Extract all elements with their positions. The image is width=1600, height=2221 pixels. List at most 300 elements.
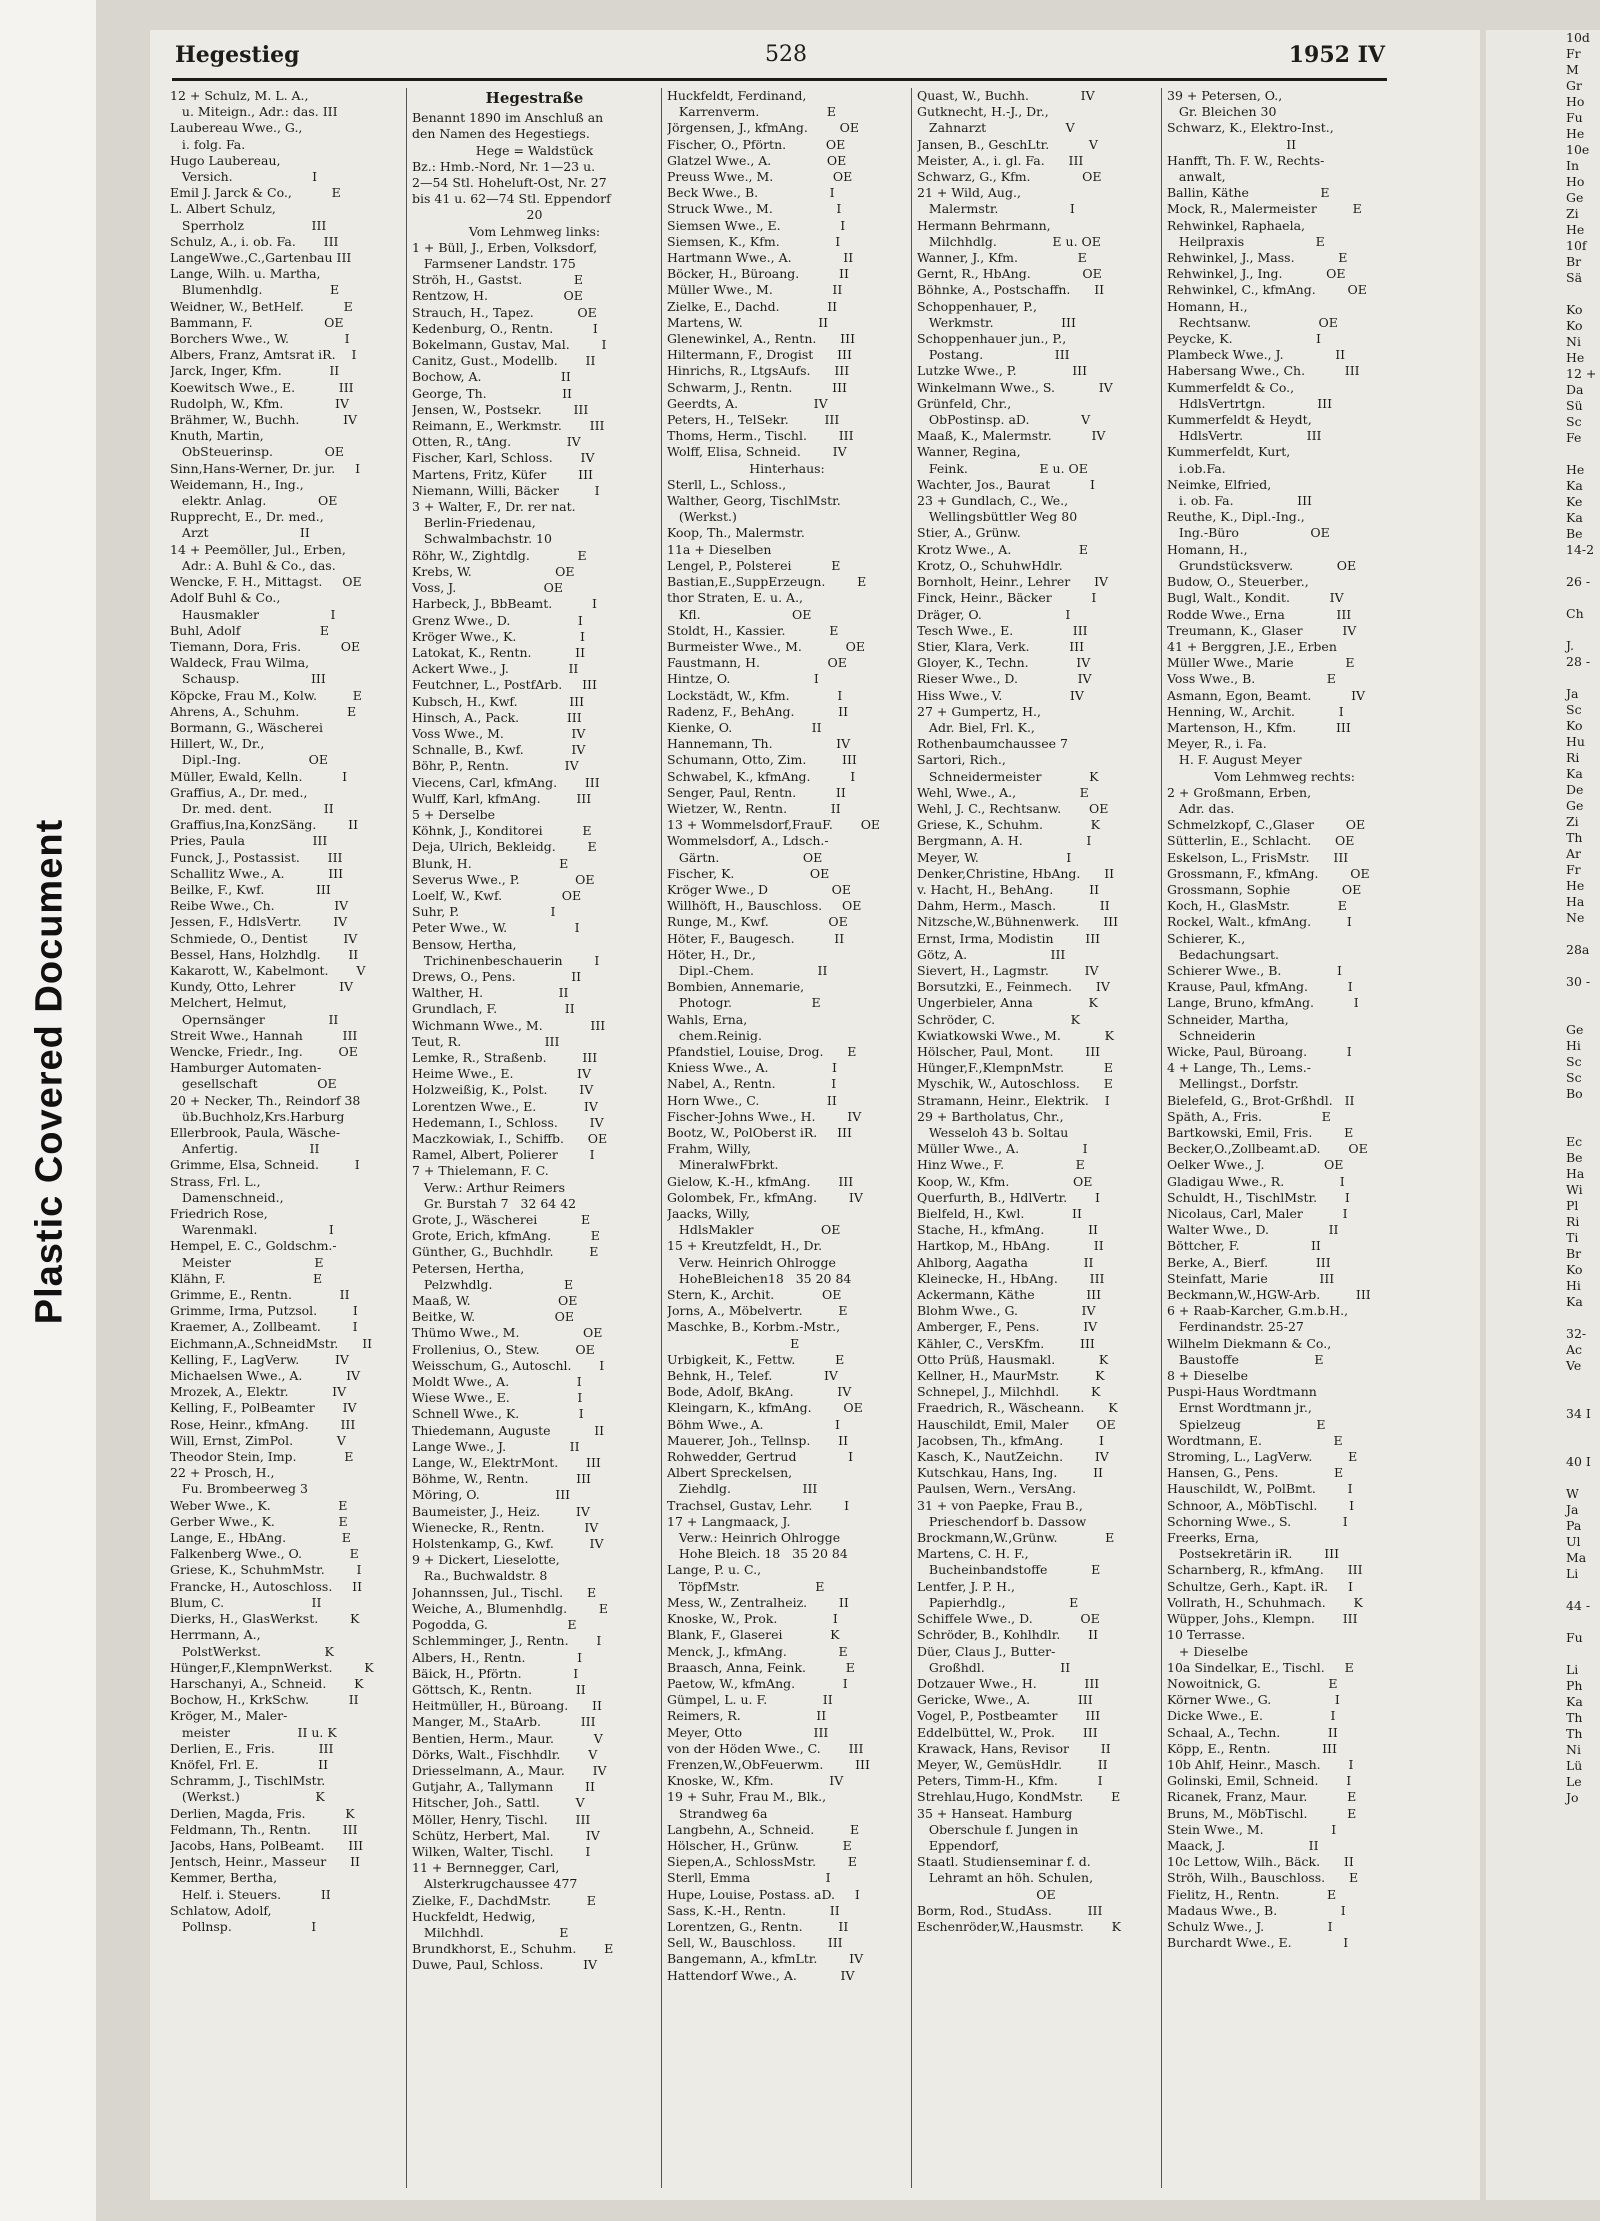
directory-entry: Niemann, Willi, Bäcker I — [412, 482, 600, 498]
directory-entry: 19 + Suhr, Frau M., Blk., — [667, 1789, 827, 1805]
directory-entry: Berke, A., Bierf. III — [1167, 1254, 1331, 1270]
directory-entry: Bastian,E.,SuppErzeugn. E — [667, 574, 867, 590]
directory-entry: Beckmann,W.,HGW-Arb. III — [1167, 1287, 1371, 1303]
directory-entry: Weber Wwe., K. E — [170, 1497, 348, 1513]
directory-entry: Meyer, W. I — [917, 849, 1072, 865]
directory-entry: Reimers, R. II — [667, 1708, 827, 1724]
directory-entry: Schwalmbachstr. 10 — [412, 531, 552, 547]
directory-entry: Wichmann Wwe., M. III — [412, 1017, 606, 1033]
next-page-line: Hi — [1566, 1038, 1581, 1053]
next-page-line: Ha — [1566, 894, 1585, 909]
directory-entry: Grundlach, F. II — [412, 1001, 575, 1017]
next-page-line: Le — [1566, 1774, 1582, 1789]
directory-entry: Wilken, Walter, Tischl. I — [412, 1843, 591, 1859]
directory-entry: 11 + Bernnegger, Carl, — [412, 1860, 560, 1876]
directory-entry: Rehwinkel, Raphaela, — [1167, 217, 1306, 233]
directory-entry: Postsekretärin iR. III — [1167, 1546, 1340, 1562]
directory-entry: Hupe, Louise, Postass. aD. I — [667, 1886, 860, 1902]
directory-entry: Schaal, A., Techn. II — [1167, 1724, 1338, 1740]
directory-entry: Schlatow, Adolf, — [170, 1902, 272, 1918]
directory-entry: 8 + Dieselbe — [1167, 1368, 1248, 1384]
directory-entry: Maczkowiak, I., Schiffb. OE — [412, 1131, 608, 1146]
next-page-line — [1486, 926, 1600, 942]
directory-entry: Hohe Bleich. 18 35 20 84 — [667, 1546, 848, 1562]
next-page-line — [1486, 1582, 1600, 1598]
next-page-line — [1486, 1118, 1600, 1134]
directory-entry: Melchert, Helmut, — [170, 995, 287, 1011]
directory-entry: Graffius,Ina,KonzSäng. II — [170, 817, 359, 833]
directory-entry: Krawack, Hans, Revisor II — [917, 1740, 1111, 1756]
next-page-line: Ti — [1566, 1230, 1579, 1245]
directory-entry: H. F. August Meyer — [1167, 752, 1302, 768]
directory-entry: Versich. I — [170, 169, 318, 185]
directory-entry: Bedachungsart. — [1167, 946, 1279, 962]
directory-entry: Prieschendorf b. Dassow — [917, 1513, 1087, 1529]
directory-entry: Gutknecht, H.-J., Dr., — [917, 104, 1049, 120]
directory-entry: Thoms, Herm., Tischl. III — [667, 428, 854, 444]
directory-entry: Maack, J. II — [1167, 1837, 1319, 1853]
directory-entry: Düer, Claus J., Butter- — [917, 1643, 1056, 1659]
next-page-line: Lü — [1566, 1758, 1583, 1773]
directory-entry: Rockel, Walt., kfmAng. I — [1167, 914, 1352, 930]
directory-entry: Kedenburg, O., Rentn. I — [412, 320, 598, 336]
directory-entry: Dierks, H., GlasWerkst. K — [170, 1611, 360, 1627]
directory-entry: Latokat, K., Rentn. II — [412, 644, 586, 660]
directory-entry: Gümpel, L. u. F. II — [667, 1692, 833, 1708]
directory-entry: thor Straten, E. u. A., — [667, 590, 804, 606]
directory-entry: Weidner, W., BetHelf. E — [170, 298, 353, 314]
directory-entry: Martens, C. H. F., — [917, 1546, 1029, 1562]
directory-entry: Staatl. Studienseminar f. d. — [917, 1854, 1091, 1870]
next-page-line: Wi — [1566, 1182, 1583, 1197]
directory-entry: Hauschildt, Emil, Maler OE — [917, 1416, 1116, 1432]
directory-entry: Ing.-Büro OE — [1167, 525, 1330, 541]
next-page-line: 30 - — [1566, 974, 1591, 989]
directory-entry: Eddelbüttel, W., Prok. III — [917, 1724, 1098, 1740]
directory-entry: Grote, Erich, kfmAng. E — [412, 1228, 600, 1244]
directory-entry: Reuthe, K., Dipl.-Ing., — [1167, 509, 1305, 525]
directory-entry: Hauschildt, W., PolBmt. I — [1167, 1481, 1353, 1497]
directory-entry: Stoldt, H., Kassier. E — [667, 622, 839, 638]
directory-entry: Sievert, H., Lagmstr. IV — [917, 962, 1099, 978]
directory-entry: Driesselmann, A., Maur. IV — [412, 1762, 607, 1778]
directory-entry: Müller Wwe., A. I — [917, 1141, 1088, 1157]
next-page-line: Be — [1566, 1150, 1583, 1165]
directory-entry: Schwabel, K., kfmAng. I — [667, 768, 856, 784]
sidebar-label: Plastic Covered Document — [28, 818, 71, 1325]
directory-entry: 3 + Walter, F., Dr. rer nat. — [412, 499, 576, 515]
directory-entry: meister II u. K — [170, 1724, 337, 1740]
directory-entry: Müller, Ewald, Kelln. I — [170, 768, 348, 784]
directory-entry: Mellingst., Dorfstr. — [1167, 1076, 1299, 1092]
directory-entry: Severus Wwe., P. OE — [412, 871, 595, 887]
directory-entry: Bormann, G., Wäscherei — [170, 719, 323, 735]
directory-entry: Schramm, J., TischlMstr. — [170, 1773, 326, 1789]
directory-entry: Knoske, W., Kfm. IV — [667, 1773, 844, 1789]
next-page-line: Ho — [1566, 94, 1585, 109]
directory-entry: Grimme, Irma, Putzsol. I — [170, 1303, 358, 1319]
directory-entry: Ahrens, A., Schuhm. E — [170, 703, 357, 719]
directory-entry: Bz.: Hmb.-Nord, Nr. 1—23 u. — [412, 158, 596, 174]
directory-entry: Sterll, Emma I — [667, 1870, 831, 1886]
directory-entry: Rothenbaumchaussee 7 — [917, 736, 1068, 752]
next-page-line — [1486, 590, 1600, 606]
directory-entry: Beitke, W. OE — [412, 1309, 574, 1325]
directory-entry: Dipl.-Ing. OE — [170, 752, 329, 768]
directory-entry: Koop, Th., Malermstr. — [667, 525, 805, 541]
year-volume: 1952 IV — [1288, 42, 1385, 68]
directory-entry: Lemke, R., Straßenb. III — [412, 1049, 598, 1065]
directory-entry: Krotz, O., SchuhwHdlr. — [917, 557, 1063, 573]
directory-entry: II — [1167, 136, 1297, 152]
directory-entry: Lengel, P., Polsterei E — [667, 557, 841, 573]
directory-entry: Bochow, A. II — [412, 369, 571, 385]
directory-entry: Kummerfeldt & Heydt, — [1167, 412, 1312, 428]
directory-entry: Höter, F., Baugesch. II — [667, 930, 845, 946]
directory-entry: Nowoitnick, G. E — [1167, 1675, 1338, 1691]
directory-entry: Bruns, M., MöbTischl. E — [1167, 1805, 1357, 1821]
directory-entry: Langbehn, A., Schneid. E — [667, 1821, 860, 1837]
directory-entry: Wellingsbüttler Weg 80 — [917, 509, 1078, 525]
next-page-line: He — [1566, 126, 1585, 141]
directory-entry: Pries, Paula III — [170, 833, 328, 849]
directory-entry: Kasch, K., NautZeichn. IV — [917, 1449, 1109, 1465]
directory-entry: elektr. Anlag. OE — [170, 493, 338, 509]
directory-entry: ObPostinsp. aD. V — [917, 412, 1091, 428]
directory-entry: Wüpper, Johs., Klempn. III — [1167, 1611, 1358, 1627]
directory-entry: i. folg. Fa. — [170, 136, 246, 152]
directory-entry: Hünger,F.,KlempnMstr. E — [917, 1060, 1113, 1076]
directory-entry: George, Th. II — [412, 385, 572, 401]
directory-entry: 17 + Langmaack, J. — [667, 1513, 791, 1529]
next-page-line: 10e — [1566, 142, 1590, 157]
directory-entry: Grimme, Elsa, Schneid. I — [170, 1157, 360, 1173]
next-page-line: Ch — [1566, 606, 1584, 621]
directory-entry: Brundkhorst, E., Schuhm. E — [412, 1941, 614, 1957]
directory-entry: Tiemann, Dora, Fris. OE — [170, 638, 361, 654]
next-page-line: Ha — [1566, 1166, 1585, 1181]
directory-entry: Loelf, W., Kwf. OE — [412, 887, 582, 903]
directory-entry: Opernsänger II — [170, 1011, 339, 1027]
next-page-line: He — [1566, 462, 1585, 477]
directory-entry: Rose, Heinr., kfmAng. III — [170, 1416, 356, 1432]
directory-entry: Meister E — [170, 1254, 324, 1270]
directory-entry: i. ob. Fa. III — [1167, 493, 1312, 509]
next-page-line: Ri — [1566, 750, 1580, 765]
directory-entry: Hansen, G., Pens. E — [1167, 1465, 1344, 1481]
directory-entry: Verw.: Heinrich Ohlrogge — [667, 1530, 841, 1546]
directory-entry: Müller Wwe., Marie E — [1167, 655, 1355, 671]
next-page-line: 32- — [1566, 1326, 1587, 1341]
next-page-line: He — [1566, 878, 1585, 893]
directory-entry: Sterll, L., Schloss., — [667, 476, 787, 492]
directory-entry: Grundstücksverw. OE — [1167, 557, 1357, 573]
directory-entry: Gutjahr, A., Tallymann II — [412, 1779, 595, 1795]
directory-entry: Fu. Brombeerweg 3 — [170, 1481, 308, 1497]
directory-entry: Berlin-Friedenau, — [412, 515, 536, 531]
directory-entry: Reibe Wwe., Ch. IV — [170, 898, 349, 914]
directory-entry: Strass, Frl. L., — [170, 1173, 261, 1189]
directory-entry: Meister, A., i. gl. Fa. III — [917, 152, 1084, 168]
next-page-line — [1486, 286, 1600, 302]
directory-entry: Quast, W., Buchh. IV — [917, 88, 1095, 103]
directory-entry: Feink. E u. OE — [917, 460, 1088, 476]
directory-entry: Koch, H., GlasMstr. E — [1167, 898, 1347, 914]
directory-entry: Voss Wwe., M. IV — [412, 725, 586, 741]
directory-entry: Feldmann, Th., Rentn. III — [170, 1821, 358, 1837]
directory-entry: Heitmüller, H., Büroang. II — [412, 1698, 602, 1714]
directory-entry: Michaelsen Wwe., A. IV — [170, 1368, 361, 1384]
directory-entry: Hiss Wwe., V. IV — [917, 687, 1084, 703]
street-heading: Hegestieg — [175, 42, 300, 68]
next-page-line: Hi — [1566, 1278, 1581, 1293]
directory-entry: Fischer, Karl, Schloss. IV — [412, 450, 595, 466]
next-page-line — [1486, 1646, 1600, 1662]
next-page-line: 28 - — [1566, 654, 1591, 669]
directory-entry: Jensen, W., Postsekr. III — [412, 401, 589, 417]
directory-entry: Glatzel Wwe., A. OE — [667, 152, 847, 168]
directory-entry: Huckfeldt, Ferdinand, — [667, 88, 807, 103]
directory-entry: Beck Wwe., B. I — [667, 185, 835, 201]
next-page-line — [1486, 990, 1600, 1006]
directory-entry: Burmeister Wwe., M. OE — [667, 638, 865, 654]
directory-entry: Walter Wwe., D. II — [1167, 1222, 1339, 1238]
directory-entry: Wienecke, R., Rentn. IV — [412, 1519, 599, 1535]
directory-entry: Ströh, H., Gastst. E — [412, 272, 583, 288]
directory-entry: Deja, Ulrich, Bekleidg. E — [412, 839, 597, 855]
directory-entry: Sell, W., Bauschloss. III — [667, 1935, 843, 1951]
directory-entry: Bangemann, A., kfmLtr. IV — [667, 1951, 864, 1967]
next-page-line: Ja — [1566, 686, 1579, 701]
directory-entry: Gerber Wwe., K. E — [170, 1513, 348, 1529]
directory-entry: Stier, Klara, Verk. III — [917, 638, 1085, 654]
directory-entry: Lange, P. u. C., — [667, 1562, 762, 1578]
directory-entry: Bielefeld, G., Brot-Grßhdl. II — [1167, 1092, 1355, 1108]
directory-entry: Milchhdl. E — [412, 1924, 569, 1940]
directory-entry: Rechtsanw. OE — [1167, 314, 1338, 330]
next-page-line: Fr — [1566, 862, 1581, 877]
next-page-line: Ka — [1566, 1294, 1583, 1309]
directory-entry: Beilke, F., Kwf. III — [170, 881, 331, 897]
directory-entry: Adr. Biel, Frl. K., — [917, 719, 1035, 735]
column-divider — [406, 88, 407, 2188]
directory-entry: Ra., Buchwaldstr. 8 — [412, 1568, 548, 1584]
directory-entry: Blank, F., Glaserei K — [667, 1627, 840, 1643]
next-page-line: Ka — [1566, 1694, 1583, 1709]
directory-entry: 31 + von Paepke, Frau B., — [917, 1497, 1083, 1513]
next-page-line: He — [1566, 222, 1585, 237]
directory-entry: Zahnarzt V — [917, 120, 1075, 136]
directory-entry: Sartori, Rich., — [917, 752, 1006, 768]
next-page-line: Sc — [1566, 702, 1582, 717]
directory-entry: Preuss Wwe., M. OE — [667, 169, 853, 185]
directory-entry: Stein Wwe., M. I — [1167, 1821, 1337, 1837]
directory-entry: Derlien, E., Fris. III — [170, 1740, 334, 1756]
directory-entry: Teut, R. III — [412, 1033, 560, 1049]
directory-entry: Bombien, Annemarie, — [667, 979, 805, 995]
directory-entry: Kutschkau, Hans, Ing. II — [917, 1465, 1103, 1481]
directory-entry: Dotzauer Wwe., H. III — [917, 1675, 1100, 1691]
directory-entry: Krotz Wwe., A. E — [917, 541, 1088, 557]
directory-entry: Walther, Georg, TischlMstr. — [667, 493, 841, 509]
next-page-line — [1486, 1470, 1600, 1486]
directory-entry: Kubsch, H., Kwf. III — [412, 693, 585, 709]
directory-entry: u. Miteign., Adr.: das. III — [170, 104, 338, 120]
directory-entry: OE — [917, 1886, 1056, 1902]
directory-entry: Körner Wwe., G. I — [1167, 1692, 1340, 1708]
directory-entry: Helf. i. Steuers. II — [170, 1886, 331, 1902]
next-page-line: Pl — [1566, 1198, 1579, 1213]
directory-entry: Gärtn. OE — [667, 849, 823, 865]
next-page-line: Zi — [1566, 206, 1579, 221]
directory-entry: Schmiede, O., Dentist IV — [170, 930, 358, 946]
directory-entry: Faustmann, H. OE — [667, 655, 847, 671]
directory-entry: Grimme, E., Rentn. II — [170, 1287, 350, 1303]
directory-entry: Schultze, Gerh., Kapt. iR. I — [1167, 1578, 1353, 1594]
directory-entry: Schumann, Otto, Zim. III — [667, 752, 857, 768]
directory-entry: Griese, K., SchuhmMstr. I — [170, 1562, 362, 1578]
directory-entry: bis 41 u. 62—74 Stl. Eppendorf — [412, 191, 611, 207]
directory-entry: Müller Wwe., M. II — [667, 282, 843, 298]
directory-entry: Hünger,F.,KlempnWerkst. K — [170, 1659, 374, 1675]
next-page-line — [1486, 1438, 1600, 1454]
column-4 — [917, 88, 1157, 2198]
next-page-line — [1486, 558, 1600, 574]
directory-entry: Harschanyi, A., Schneid. K — [170, 1675, 364, 1691]
directory-entry: Arzt II — [170, 525, 310, 541]
next-page-line: W — [1566, 1486, 1579, 1501]
column-2 — [412, 88, 657, 2198]
directory-entry: Benannt 1890 im Anschluß an — [412, 110, 604, 126]
directory-entry: von der Höden Wwe., C. III — [667, 1740, 864, 1756]
directory-entry: 2—54 Stl. Hoheluft-Ost, Nr. 27 — [412, 175, 607, 191]
directory-entry: Grossmann, F., kfmAng. OE — [1167, 865, 1370, 881]
directory-entry: Dahm, Herm., Masch. II — [917, 898, 1110, 914]
directory-entry: Runge, M., Kwf. OE — [667, 914, 848, 930]
next-page-line: Ge — [1566, 190, 1584, 205]
next-page-line: Bo — [1566, 1086, 1583, 1101]
directory-entry: Amberger, F., Pens. IV — [917, 1319, 1098, 1335]
directory-entry: Johannssen, Jul., Tischl. E — [412, 1584, 597, 1600]
directory-entry: Rentzow, H. OE — [412, 288, 583, 304]
directory-entry: Kniess Wwe., A. I — [667, 1060, 837, 1076]
directory-entry: Hartmann Wwe., A. II — [667, 250, 854, 266]
directory-entry: Baumeister, J., Heiz. IV — [412, 1503, 590, 1519]
next-page-line — [1486, 958, 1600, 974]
directory-entry: Budow, O., Steuerber., — [1167, 574, 1309, 590]
next-page-line — [1486, 1390, 1600, 1406]
directory-entry: Meyer, R., i. Fa. — [1167, 736, 1267, 752]
directory-entry: Willhöft, H., Bauschloss. OE — [667, 898, 862, 914]
directory-entry: Dräger, O. I — [917, 606, 1071, 622]
directory-entry: Koewitsch Wwe., E. III — [170, 379, 354, 395]
directory-entry: Huckfeldt, Hedwig, — [412, 1908, 536, 1924]
directory-entry: Moldt Wwe., A. I — [412, 1374, 582, 1390]
next-page-line: Hu — [1566, 734, 1585, 749]
directory-entry: Wehl, J. C., Rechtsanw. OE — [917, 800, 1109, 816]
next-page-line — [1486, 1102, 1600, 1118]
directory-entry: Schoppenhauer jun., P., — [917, 331, 1067, 347]
next-page-line: Li — [1566, 1566, 1579, 1581]
next-page-line: 10f — [1566, 238, 1587, 253]
directory-entry: E — [667, 1335, 800, 1351]
directory-entry: Glenewinkel, A., Rentn. III — [667, 331, 856, 347]
next-page-line: Ni — [1566, 1742, 1581, 1757]
directory-entry: Asmann, Egon, Beamt. IV — [1167, 687, 1366, 703]
directory-entry: Eskelson, L., FrisMstr. III — [1167, 849, 1349, 865]
next-page-line: Pa — [1566, 1518, 1582, 1533]
directory-entry: HdlsVertr. III — [1167, 428, 1322, 444]
directory-entry: Senger, Paul, Rentn. II — [667, 784, 846, 800]
directory-entry: Rehwinkel, J., Mass. E — [1167, 250, 1348, 266]
directory-entry: Postang. III — [917, 347, 1070, 363]
directory-entry: Bentien, Herm., Maur. V — [412, 1730, 603, 1746]
directory-entry: Strauch, H., Tapez. OE — [412, 304, 597, 320]
directory-entry: Graffius, A., Dr. med., — [170, 784, 308, 800]
directory-entry: 35 + Hanseat. Hamburg — [917, 1805, 1073, 1821]
directory-entry: Feutchner, L., PostfArb. III — [412, 677, 597, 693]
directory-entry: Schneiderin — [1167, 1027, 1256, 1043]
directory-entry: Kwiatkowski Wwe., M. K — [917, 1027, 1114, 1043]
next-page-line: Ul — [1566, 1534, 1581, 1549]
directory-entry: Stier, A., Grünw. — [917, 525, 1021, 541]
directory-entry: Streit Wwe., Hannah III — [170, 1027, 358, 1043]
directory-entry: Ballin, Käthe E — [1167, 185, 1330, 201]
directory-entry: Behnk, H., Telef. IV — [667, 1368, 838, 1384]
directory-entry: Späth, A., Fris. E — [1167, 1108, 1331, 1124]
next-page-line: Ph — [1566, 1678, 1583, 1693]
directory-entry: Knöfel, Frl. E. II — [170, 1756, 329, 1772]
directory-entry: Frollenius, O., Stew. OE — [412, 1341, 595, 1357]
directory-entry: + Dieselbe — [1167, 1643, 1248, 1659]
directory-entry: Walther, H. II — [412, 985, 569, 1001]
directory-entry: Wahls, Erna, — [667, 1011, 748, 1027]
next-page-line: In — [1566, 158, 1579, 173]
directory-entry: Lockstädt, W., Kfm. I — [667, 687, 843, 703]
directory-entry: Ziehdlg. III — [667, 1481, 818, 1497]
directory-entry: Mrozek, A., Elektr. IV — [170, 1384, 347, 1400]
next-page-line: Zi — [1566, 814, 1579, 829]
next-page-line: J. — [1566, 638, 1575, 653]
directory-entry: Harbeck, J., BbBeamt. I — [412, 596, 597, 612]
directory-entry: Querfurth, B., HdlVertr. I — [917, 1189, 1100, 1205]
directory-entry: Böttcher, F. II — [1167, 1238, 1321, 1254]
directory-entry: Hinz Wwe., F. E — [917, 1157, 1085, 1173]
directory-entry: Reimann, E., Werkmstr. III — [412, 418, 605, 434]
directory-entry: Papierhdlg., E — [917, 1594, 1079, 1610]
directory-entry: Blunk, H. E — [412, 855, 569, 871]
directory-entry: Schnoor, A., MöbTischl. I — [1167, 1497, 1355, 1513]
directory-entry: Knuth, Martin, — [170, 428, 264, 444]
directory-entry: 10c Lettow, Wilh., Bäck. II — [1167, 1854, 1354, 1870]
directory-entry: Köpcke, Frau M., Kolw. E — [170, 687, 362, 703]
directory-entry: Ackert Wwe., J. II — [412, 661, 579, 677]
next-page-line: Ho — [1566, 174, 1585, 189]
directory-entry: Drews, O., Pens. II — [412, 968, 582, 984]
directory-entry: Meyer, Otto III — [667, 1724, 829, 1740]
directory-entry: Dicke Wwe., E. I — [1167, 1708, 1336, 1724]
directory-entry: Wietzer, W., Rentn. II — [667, 800, 841, 816]
directory-entry: Freerks, Erna, — [1167, 1530, 1259, 1546]
directory-entry: Oelker Wwe., J. OE — [1167, 1157, 1344, 1173]
directory-entry: Peters, Timm-H., Kfm. I — [917, 1773, 1103, 1789]
directory-entry: Fielitz, H., Rentn. E — [1167, 1886, 1337, 1902]
directory-entry: Schorning Wwe., S. I — [1167, 1513, 1348, 1529]
directory-entry: Henning, W., Archit. I — [1167, 703, 1344, 719]
directory-entry: Bootz, W., PolOberst iR. III — [667, 1125, 852, 1140]
directory-entry: Zielke, F., DachdMstr. E — [412, 1892, 596, 1908]
directory-entry: Vom Lehmweg rechts: — [1214, 768, 1355, 784]
